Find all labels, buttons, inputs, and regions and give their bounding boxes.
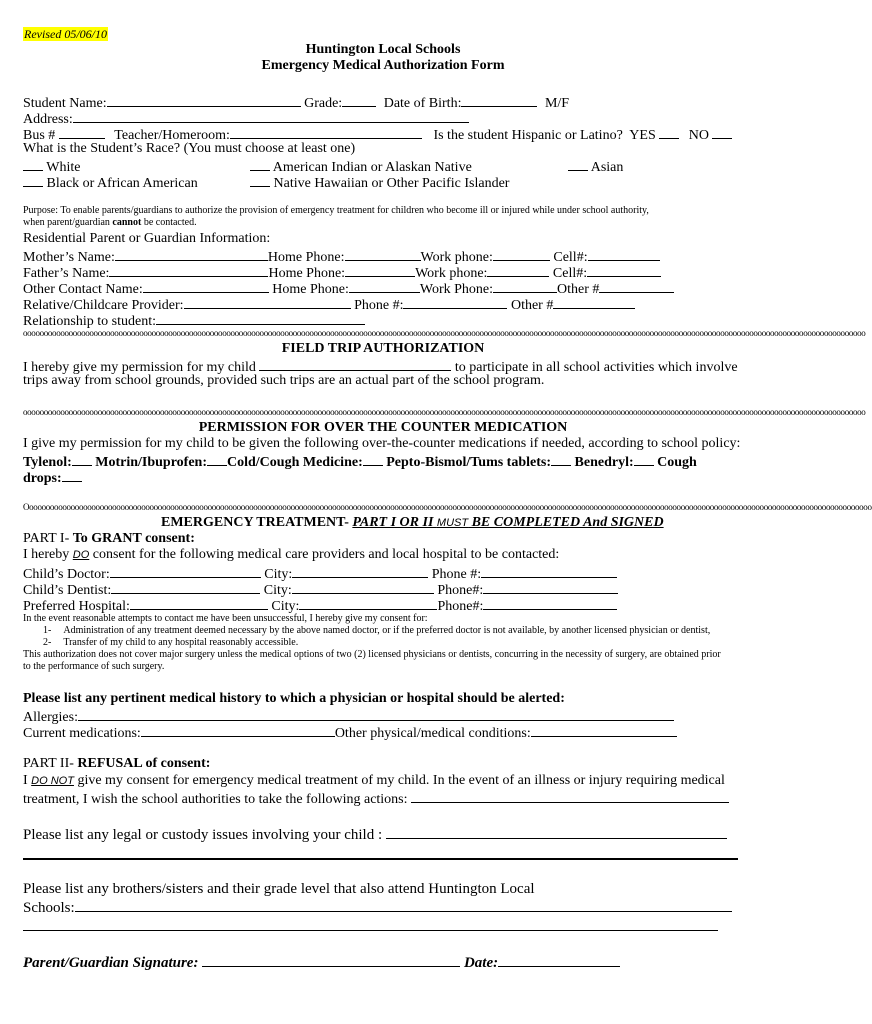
contacts-heading: Residential Parent or Guardian Information: xyxy=(23,231,271,246)
grant-consent-line: I hereby DO consent for the following medical care providers and local hospital to be contacted: xyxy=(23,547,560,562)
relationship-row: Relationship to student: xyxy=(23,311,365,330)
doctor-phone-field[interactable] xyxy=(481,564,617,578)
race-native-american-field[interactable] xyxy=(250,157,270,171)
revision-highlight: Revised 05/06/10 xyxy=(24,27,107,41)
other-home-phone-field[interactable] xyxy=(349,279,420,293)
doctor-city-field[interactable] xyxy=(292,564,428,578)
relative-other-field[interactable] xyxy=(553,295,635,309)
medications-row: Current medications: Other physical/medical conditions: xyxy=(23,723,677,742)
pepto-field[interactable] xyxy=(551,452,571,466)
field-trip-line-1: I hereby give my permission for my child to participate in all school activities which involve xyxy=(23,357,738,376)
relative-name-field[interactable] xyxy=(184,295,351,309)
mother-cell-field[interactable] xyxy=(588,247,660,261)
benedryl-field[interactable] xyxy=(634,452,654,466)
purpose-text: Purpose: To enable parents/guardians to authorize the provision of emergency treatment for children who become ill or injured while under school authority, xyxy=(23,205,649,216)
hispanic-yes-field[interactable] xyxy=(659,125,679,139)
student-name-row: Student Name: Grade: Date of Birth: M/F xyxy=(23,93,569,112)
father-home-phone-field[interactable] xyxy=(345,263,415,277)
signature-row: Parent/Guardian Signature: Date: xyxy=(23,952,620,972)
mother-work-phone-field[interactable] xyxy=(493,247,550,261)
race-pacific-islander-field[interactable] xyxy=(250,173,270,187)
other-contact-row: Other Contact Name: Home Phone: Work Phone: Other # xyxy=(23,279,674,298)
fine-print-5: to the performance of such surgery. xyxy=(23,661,165,672)
divider-2: ooooooooooooooooooooooooooooooooooooooooooooooooooooooooooooooooooooooooooooooooooooooooooooooooooooooooooooooooooooooooooooooooooooooooooooooooooooooooooooooooooooooooooooooooooooooooooooooooooooooooooo xyxy=(23,407,866,417)
otc-title: PERMISSION FOR OVER THE COUNTER MEDICATION xyxy=(198,420,568,435)
father-cell-field[interactable] xyxy=(587,263,661,277)
purpose-text-2: when parent/guardian cannot be contacted. xyxy=(23,217,197,228)
race-asian-field[interactable] xyxy=(568,157,588,171)
revision-date xyxy=(23,26,108,43)
legal-row: Please list any legal or custody issues involving your child : xyxy=(23,824,727,844)
fine-print-1: In the event reasonable attempts to contact me have been unsuccessful, I hereby give my consent for: xyxy=(23,613,428,624)
hospital-field[interactable] xyxy=(130,596,268,610)
hospital-city-field[interactable] xyxy=(299,596,437,610)
hospital-row: Preferred Hospital: City: Phone#: xyxy=(23,596,617,615)
refusal-actions-field[interactable] xyxy=(411,789,729,803)
refusal-line-2: treatment, I wish the school authorities to take the following actions: xyxy=(23,789,729,808)
fine-print-3: 2- Transfer of my child to any hospital reasonably accessible. xyxy=(43,637,299,648)
allergies-row: Allergies: xyxy=(23,707,674,726)
siblings-line-2: Schools: xyxy=(23,897,732,917)
bus-row: Bus # Teacher/Homeroom: Is the student Hispanic or Latino? YES NO xyxy=(23,125,732,144)
form-title: Emergency Medical Authorization Form xyxy=(261,58,505,73)
field-trip-child-field[interactable] xyxy=(259,357,451,371)
cough-drops-field[interactable] xyxy=(62,468,82,482)
otc-meds-row: Tylenol: Motrin/Ibuprofen: Cold/Cough Medicine: Pepto-Bismol/Tums tablets: Benedryl: Cough xyxy=(23,452,697,471)
hispanic-no-field[interactable] xyxy=(712,125,732,139)
refusal-line-1: I DO NOT give my consent for emergency medical treatment of my child. In the event of an illness or injury requiring medical xyxy=(23,773,725,788)
teacher-field[interactable] xyxy=(230,125,422,139)
allergies-field[interactable] xyxy=(78,707,674,721)
signature-field[interactable] xyxy=(202,952,460,967)
field-trip-title: FIELD TRIP AUTHORIZATION xyxy=(281,341,485,356)
tylenol-field[interactable] xyxy=(72,452,92,466)
mother-name-field[interactable] xyxy=(115,247,268,261)
mother-row: Mother’s Name: Home Phone: Work phone: Cell#: xyxy=(23,247,660,266)
address-row: Address: xyxy=(23,109,469,128)
date-field[interactable] xyxy=(498,952,620,967)
bus-field[interactable] xyxy=(59,125,105,139)
otc-meds-row-2: drops: xyxy=(23,468,82,487)
emergency-title: EMERGENCY TREATMENT- PART I OR II MUST BE COMPLETED And SIGNED xyxy=(161,515,664,530)
relative-phone-field[interactable] xyxy=(403,295,507,309)
legal-issues-field[interactable] xyxy=(386,824,727,839)
hospital-phone-field[interactable] xyxy=(483,596,617,610)
relative-row: Relative/Childcare Provider: Phone #: Other # xyxy=(23,295,635,314)
grade-field[interactable] xyxy=(342,93,376,107)
school-name: Huntington Local Schools xyxy=(305,42,461,57)
legal-rule xyxy=(23,858,738,860)
other-work-phone-field[interactable] xyxy=(493,279,557,293)
other-number-field[interactable] xyxy=(599,279,674,293)
other-contact-name-field[interactable] xyxy=(143,279,269,293)
father-name-field[interactable] xyxy=(109,263,268,277)
dentist-city-field[interactable] xyxy=(292,580,434,594)
dob-field[interactable] xyxy=(461,93,537,107)
mother-home-phone-field[interactable] xyxy=(345,247,421,261)
father-row: Father’s Name: Home Phone: Work phone: Cell#: xyxy=(23,263,661,282)
dentist-phone-field[interactable] xyxy=(483,580,618,594)
doctor-field[interactable] xyxy=(110,564,261,578)
current-medications-field[interactable] xyxy=(141,723,335,737)
doctor-row: Child’s Doctor: City: Phone #: xyxy=(23,564,617,583)
part2-heading: PART II- REFUSAL of consent: xyxy=(23,756,211,771)
other-conditions-field[interactable] xyxy=(531,723,677,737)
race-black-field[interactable] xyxy=(23,173,43,187)
dentist-row: Child’s Dentist: City: Phone#: xyxy=(23,580,618,599)
part1-heading: PART I- To GRANT consent: xyxy=(23,531,195,546)
fine-print-4: This authorization does not cover major surgery unless the medical options of two (2) licensed physicians or dentists, concurring in the necessity of surgery, are obtained prior xyxy=(23,649,721,660)
divider-1: ooooooooooooooooooooooooooooooooooooooooooooooooooooooooooooooooooooooooooooooooooooooooooooooooooooooooooooooooooooooooooooooooooooooooooooooooooooooooooooooooooooooooooooooooooooooooooooooooooooooooooo xyxy=(23,328,866,338)
race-question: What is the Student’s Race? (You must choose at least one) xyxy=(23,141,356,156)
divider-3: Oooooooooooooooooooooooooooooooooooooooooooooooooooooooooooooooooooooooooooooooooooooooooooooooooooooooooooooooooooooooooooooooooooooooooooooooooooooooooooooooooooooooooooooooooooooooooooooooooooooooooooo xyxy=(23,502,872,512)
history-title: Please list any pertinent medical history to which a physician or hospital should be alerted: xyxy=(23,691,565,706)
otc-intro: I give my permission for my child to be given the following over-the-counter medications if needed, according to school policy: xyxy=(23,436,741,451)
motrin-field[interactable] xyxy=(207,452,227,466)
siblings-line-1: Please list any brothers/sisters and their grade level that also attend Huntington Local xyxy=(23,881,535,897)
relationship-field[interactable] xyxy=(156,311,365,325)
siblings-field[interactable] xyxy=(75,897,732,912)
fine-print-2: 1- Administration of any treatment deemed necessary by the above named doctor, or if the preferred doctor is not available, by another licensed physician or dentist, xyxy=(43,625,711,636)
siblings-extra-line[interactable] xyxy=(23,930,718,931)
field-trip-line-2: trips away from school grounds, provided such trips are an actual part of the school program. xyxy=(23,373,545,388)
dentist-field[interactable] xyxy=(111,580,260,594)
race-white-field[interactable] xyxy=(23,157,43,171)
student-name-field[interactable] xyxy=(107,93,301,107)
address-field[interactable] xyxy=(73,109,469,123)
cough-medicine-field[interactable] xyxy=(363,452,383,466)
father-work-phone-field[interactable] xyxy=(487,263,549,277)
